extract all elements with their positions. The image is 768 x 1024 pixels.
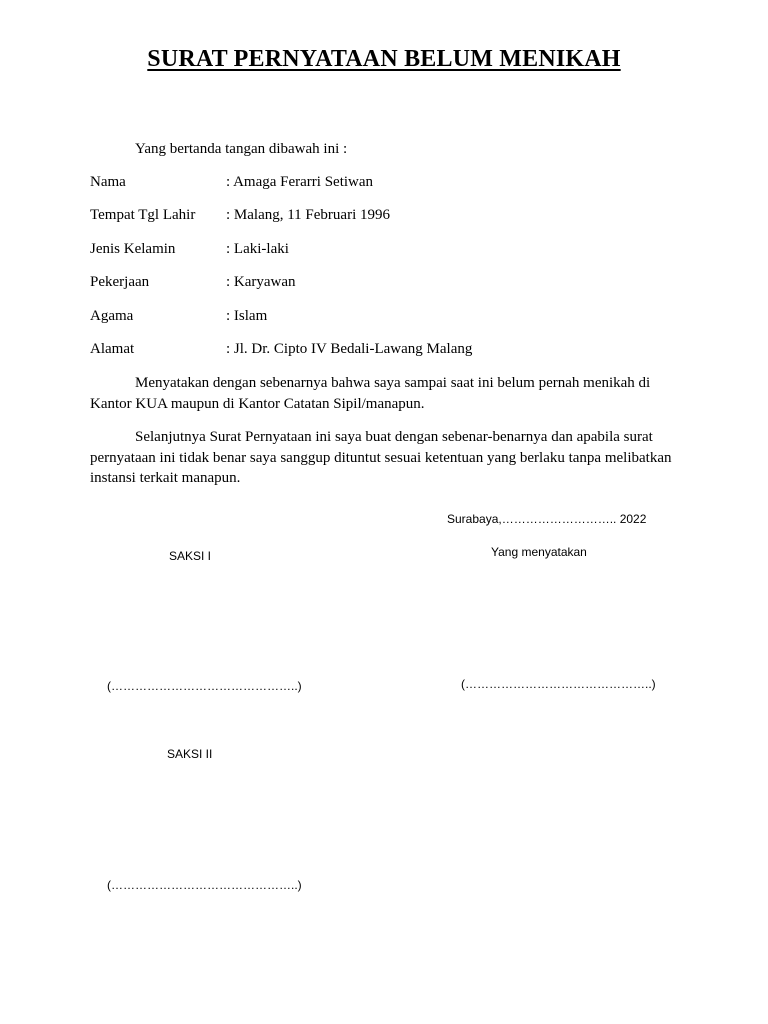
document-title: SURAT PERNYATAAN BELUM MENIKAH — [147, 46, 621, 72]
witness-2-signature-line: (………………………………………..) — [107, 878, 302, 892]
field-row-alamat — [90, 341, 690, 361]
witness-2-label: SAKSI II — [167, 747, 213, 761]
field-value: : Islam — [226, 308, 268, 324]
field-label: Jenis Kelamin — [90, 241, 176, 257]
field-row-pekerjaan — [90, 274, 690, 294]
witness-1-signature-line: (………………………………………..) — [107, 679, 302, 693]
declarant-signature-line: (………………………………………..) — [461, 677, 656, 691]
field-value: : Jl. Dr. Cipto IV Bedali-Lawang Malang — [226, 341, 473, 357]
field-value: : Karyawan — [226, 274, 296, 290]
field-value: : Laki-laki — [226, 241, 289, 257]
witness-1-label: SAKSI I — [169, 549, 212, 563]
closing-paragraph: Selanjutnya Surat Pernyataan ini saya buat dengan sebenar-benarnya dan apabila surat pernyataan ini tidak benar saya sanggup dituntut sesuai ketentuan yang berlaku tanpa melibatkan instansi terkait manapun. — [90, 429, 672, 486]
declarant-label: Yang menyatakan — [491, 545, 587, 559]
field-label: Agama — [90, 308, 134, 324]
field-row-nama — [90, 174, 690, 194]
field-row-jenis-kelamin — [90, 241, 690, 261]
field-row-tempat-tgl-lahir — [90, 207, 690, 227]
field-label: Tempat Tgl Lahir — [90, 207, 196, 223]
field-value: : Amaga Ferarri Setiwan — [226, 174, 374, 190]
place-date: Surabaya,……………………….. 2022 — [447, 512, 647, 526]
field-row-agama — [90, 308, 690, 328]
statement-paragraph: Menyatakan dengan sebenarnya bahwa saya sampai saat ini belum pernah menikah di Kantor KUA maupun di Kantor Catatan Sipil/manapun. — [90, 375, 651, 412]
field-label: Alamat — [90, 341, 135, 357]
intro-text: Yang bertanda tangan dibawah ini : — [135, 141, 348, 157]
field-value: : Malang, 11 Februari 1996 — [226, 207, 390, 223]
field-label: Nama — [90, 174, 126, 190]
field-label: Pekerjaan — [90, 274, 150, 290]
